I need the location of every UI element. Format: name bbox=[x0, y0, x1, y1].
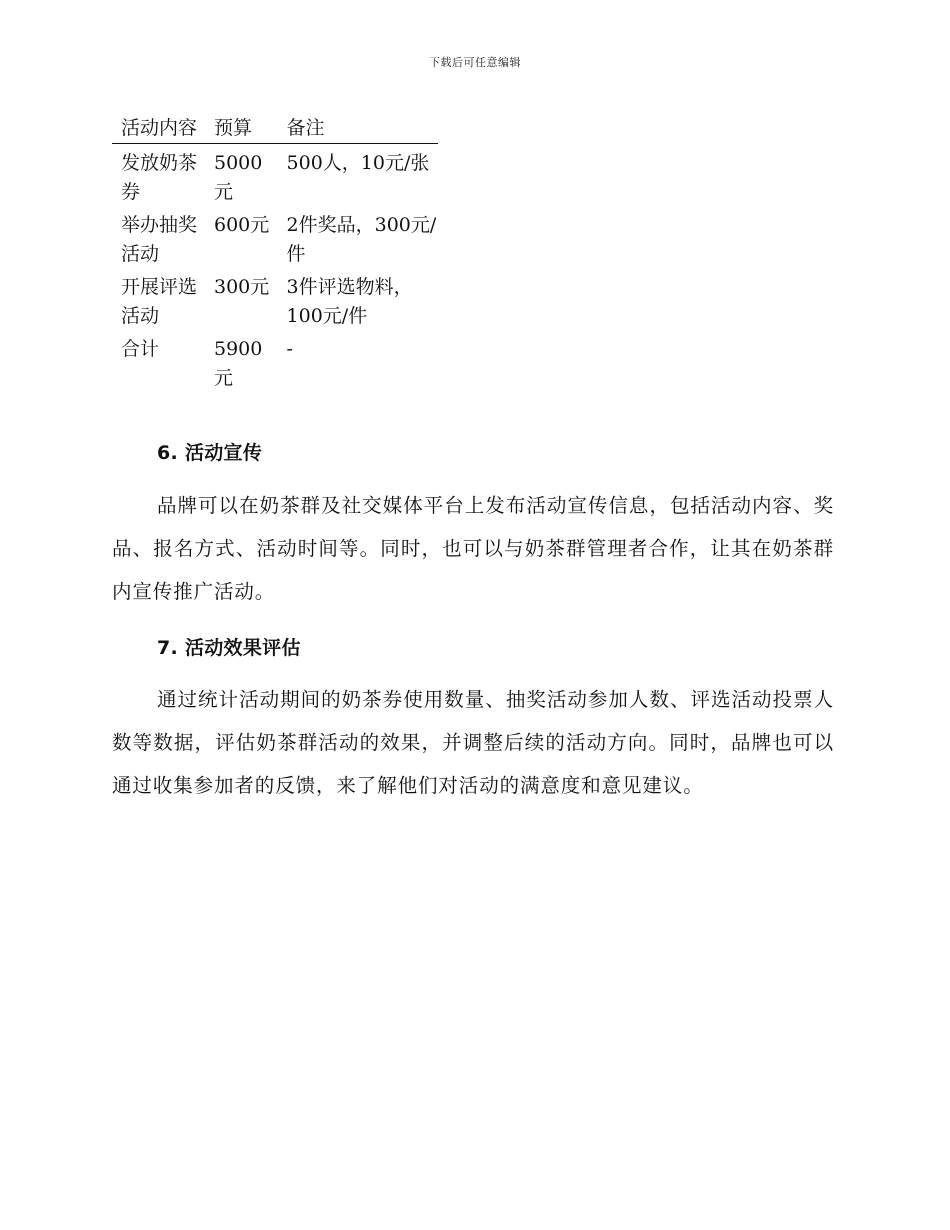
cell-item: 发放奶茶券 bbox=[121, 152, 198, 203]
cell-budget: 5000元 bbox=[213, 152, 263, 203]
section-body-promotion: 品牌可以在奶茶群及社交媒体平台上发布活动宣传信息，包括活动内容、奖品、报名方式、活动时间等。同时，也可以与奶茶群管理者合作，让其在奶茶群内宣传推广活动。 bbox=[112, 494, 834, 603]
section-body-evaluation: 通过统计活动期间的奶茶券使用数量、抽奖活动参加人数、评选活动投票人数等数据，评估奶茶群活动的效果，并调整后续的活动方向。同时，品牌也可以通过收集参加者的反馈，来了解他们对活动的满意度和意见建议。 bbox=[112, 688, 834, 797]
budget-table bbox=[112, 114, 438, 393]
section-heading-promotion: 6. 活动宣传 bbox=[157, 442, 263, 464]
table-header-row bbox=[112, 114, 438, 144]
cell-budget: 600元 bbox=[213, 214, 270, 236]
column-header-note: 备注 bbox=[278, 114, 438, 144]
cell-note: 3件评选物料，100元/件 bbox=[286, 276, 413, 327]
column-header-budget: 预算 bbox=[205, 114, 278, 144]
table-row bbox=[112, 144, 438, 208]
table-row bbox=[112, 207, 438, 269]
cell-note: 500人，10元/张 bbox=[286, 152, 430, 174]
header-note: 下载后可任意编辑 bbox=[429, 56, 521, 69]
column-header-item: 活动内容 bbox=[112, 114, 205, 144]
cell-budget: 5900元 bbox=[213, 338, 263, 389]
table-row-total bbox=[112, 331, 438, 393]
cell-note: 2件奖品，300元/件 bbox=[286, 214, 437, 265]
cell-budget: 300元 bbox=[213, 276, 270, 298]
section-heading-evaluation: 7. 活动效果评估 bbox=[157, 637, 301, 659]
cell-note: - bbox=[286, 338, 293, 360]
cell-item: 开展评选活动 bbox=[121, 276, 198, 327]
cell-item: 举办抽奖活动 bbox=[121, 214, 198, 265]
cell-item: 合计 bbox=[121, 338, 160, 360]
table-row bbox=[112, 269, 438, 331]
